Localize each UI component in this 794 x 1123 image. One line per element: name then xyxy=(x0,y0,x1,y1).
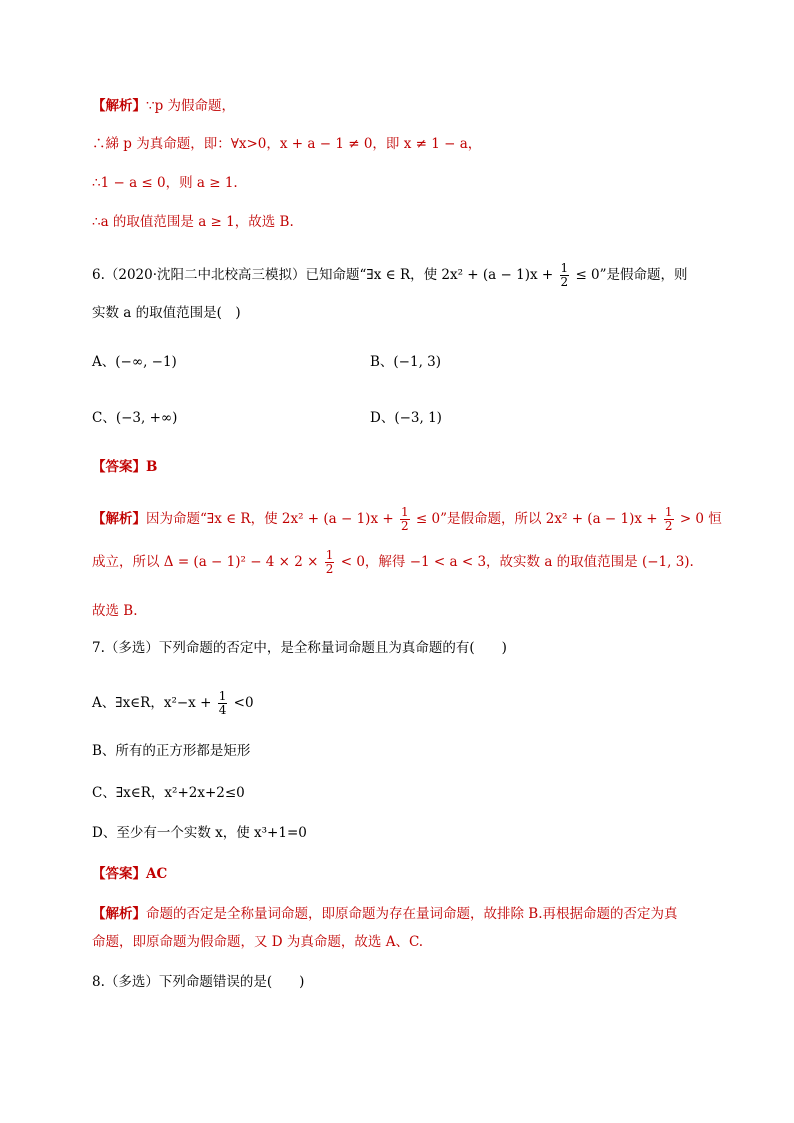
q7-option-a-pre: A、∃x∈R，x²−x + xyxy=(92,695,212,711)
fraction-numerator: 1 xyxy=(400,505,409,519)
q6-explanation-line3: 故选 B. xyxy=(92,603,138,619)
explanation-line xyxy=(92,96,235,116)
q6-expl2-part-a: 成立，所以 Δ = (a − 1)² − 4 × 2 × xyxy=(92,554,319,570)
q6-explanation-line2 xyxy=(92,549,694,576)
fraction-numerator: 1 xyxy=(664,505,673,519)
fraction-denominator: 2 xyxy=(664,519,673,533)
q7-answer: 【答案】AC xyxy=(92,866,168,882)
q7-option-d: D、至少有一个实数 x，使 x³+1=0 xyxy=(92,825,307,841)
q6-expl-part-a: 因为命题“∃x ∈ R，使 2x² + (a − 1)x + xyxy=(146,511,394,527)
q6-prefix: 6.（2020·沈阳二中北校高三模拟）已知命题“∃x ∈ R，使 2x² + (a − 1)x + xyxy=(92,267,554,283)
q6-option-a: A、(−∞, −1) xyxy=(92,354,177,370)
q7-option-a-post: <0 xyxy=(233,695,254,711)
fraction-denominator: 2 xyxy=(400,519,409,533)
question-8-stem: 8.（多选）下列命题错误的是( ) xyxy=(92,974,305,990)
fraction xyxy=(400,506,410,533)
q6-explanation-line1 xyxy=(92,506,722,533)
q6-option-c: C、(−3, +∞) xyxy=(92,410,178,426)
q7-explanation-line1 xyxy=(92,904,678,924)
q6-option-d: D、(−3, 1) xyxy=(370,410,442,426)
q7-explanation-line2: 命题，即原命题为假命题，又 D 为真命题，故选 A、C. xyxy=(92,934,424,950)
fraction xyxy=(664,506,674,533)
q7-expl1-text: 命题的否定是全称量词命题，即原命题为存在量词命题，故排除 B.再根据命题的否定为真 xyxy=(146,906,678,922)
fraction-numerator: 1 xyxy=(325,548,334,562)
q6-suffix: ≤ 0”是假命题，则 xyxy=(575,267,688,283)
analysis-tag: 【解析】 xyxy=(92,511,146,527)
q6-expl-part-c: > 0 恒 xyxy=(679,511,722,527)
fraction-denominator: 4 xyxy=(218,703,227,717)
q7-option-c: C、∃x∈R，x²+2x+2≤0 xyxy=(92,785,245,801)
fraction-denominator: 2 xyxy=(325,562,334,576)
fraction-denominator: 2 xyxy=(560,275,569,289)
q6-expl2-part-b: < 0，解得 −1 < a < 3，故实数 a 的取值范围是 (−1, 3). xyxy=(340,554,694,570)
question-6-stem-line2: 实数 a 的取值范围是( ) xyxy=(92,305,241,321)
q7-option-a xyxy=(92,690,254,717)
q6-answer: 【答案】B xyxy=(92,459,158,475)
fraction xyxy=(325,549,335,576)
question-7-stem: 7.（多选）下列命题的否定中，是全称量词命题且为真命题的有( ) xyxy=(92,640,507,656)
analysis-tag: 【解析】 xyxy=(92,906,146,922)
explanation-line: ∴綈 p 为真命题，即：∀x>0，x + a − 1 ≠ 0，即 x ≠ 1 − a， xyxy=(92,136,482,152)
question-6-stem xyxy=(92,262,688,289)
explanation-line: ∴1 − a ≤ 0，则 a ≥ 1. xyxy=(92,175,238,191)
explanation-line: ∴a 的取值范围是 a ≥ 1，故选 B. xyxy=(92,214,294,230)
q7-option-b: B、所有的正方形都是矩形 xyxy=(92,743,251,759)
fraction-numerator: 1 xyxy=(560,261,569,275)
fraction-numerator: 1 xyxy=(218,689,227,703)
analysis-text: ∵p 为假命题， xyxy=(146,98,236,114)
q6-option-b: B、(−1, 3) xyxy=(370,354,442,370)
q6-expl-part-b: ≤ 0”是假命题，所以 2x² + (a − 1)x + xyxy=(415,511,658,527)
fraction xyxy=(560,262,570,289)
analysis-tag: 【解析】 xyxy=(92,98,146,114)
fraction xyxy=(218,690,228,717)
